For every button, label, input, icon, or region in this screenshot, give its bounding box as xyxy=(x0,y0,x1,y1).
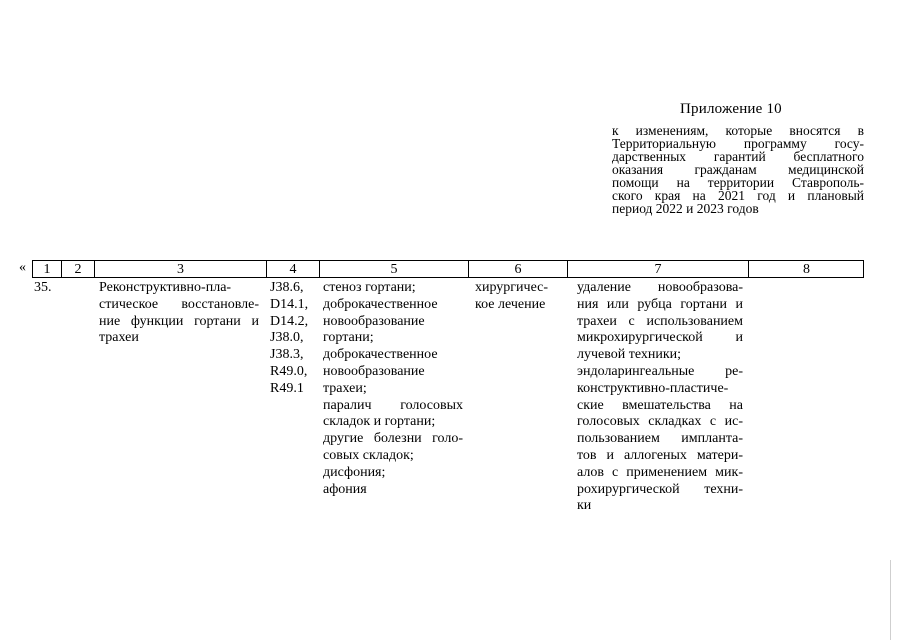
appendix-note xyxy=(612,124,864,215)
treatment-type-cell xyxy=(475,280,567,314)
cell-line: алов с применением мик- xyxy=(577,464,743,480)
opening-quote-mark: « xyxy=(19,260,26,275)
cell-line: пользованием импланта- xyxy=(577,431,743,447)
cell-line: хирургичес- xyxy=(475,280,549,295)
cell-line: новообразование xyxy=(323,313,425,329)
cell-line: удаление новообразова- xyxy=(577,280,743,295)
cell-line: дисфония; xyxy=(323,464,386,480)
cell-line: афония xyxy=(323,481,367,497)
cell-line: стическое восстановле- xyxy=(99,296,259,312)
icd-codes-cell xyxy=(270,280,316,398)
cell-line: ские вмешательства на xyxy=(577,397,743,413)
header-cell-3: 3 xyxy=(94,261,266,277)
appendix-note-line: Территориальную программу госу- xyxy=(612,136,864,151)
icd-code: D14.2, xyxy=(270,313,309,329)
cell-line: конструктивно-пластиче- xyxy=(577,380,729,396)
cell-line: ки xyxy=(577,498,592,514)
header-cell-7: 7 xyxy=(567,261,748,277)
appendix-note-line: дарственных гарантий бесплатного xyxy=(612,149,864,164)
header-cell-1: 1 xyxy=(43,262,51,277)
diagnosis-cell xyxy=(323,280,463,498)
icd-code: D14.1, xyxy=(270,296,309,312)
cell-line: новообразование xyxy=(323,363,425,379)
cell-line: ния или рубца гортани и xyxy=(577,296,743,312)
scan-edge-line xyxy=(890,560,891,640)
cell-line: паралич голосовых xyxy=(323,397,463,413)
cell-line: лучевой техники; xyxy=(577,347,682,363)
appendix-note-line: к изменениям, которые вносятся в xyxy=(612,123,864,138)
cell-line: доброкачественное xyxy=(323,347,438,363)
cell-line: Реконструктивно-пла- xyxy=(99,280,232,295)
appendix-note-line: ского края на 2021 год и плановый xyxy=(612,188,864,203)
cell-line: доброкачественное xyxy=(323,296,438,312)
cell-line: трахеи с использованием xyxy=(577,313,743,329)
appendix-note-line: помощи на территории Ставрополь- xyxy=(612,175,864,190)
appendix-note-line: оказания гражданам медицинской xyxy=(612,162,864,177)
cell-line: микрохирургической и xyxy=(577,330,743,346)
cell-line: голосовых складках с ис- xyxy=(577,414,743,430)
cell-line: совых складок; xyxy=(323,447,414,463)
header-cell-4: 4 xyxy=(266,261,319,277)
cell-line: тов и аллогеных матери- xyxy=(577,447,743,463)
cell-line: другие болезни голо- xyxy=(323,431,463,447)
cell-line: кое лечение xyxy=(475,296,546,312)
header-cell-6: 6 xyxy=(468,261,567,277)
treatment-profile-cell xyxy=(99,280,259,347)
icd-code: J38.6, xyxy=(270,280,304,295)
table-header-row xyxy=(32,260,864,278)
cell-line: рохирургической техни- xyxy=(577,481,743,497)
appendix-title: Приложение 10 xyxy=(680,101,782,117)
appendix-note-line: период 2022 и 2023 годов xyxy=(612,201,759,216)
row-number: 35. xyxy=(34,280,52,295)
header-cell-5: 5 xyxy=(319,261,468,277)
icd-code: J38.3, xyxy=(270,347,304,363)
header-cell-2: 2 xyxy=(61,261,94,277)
header-cell-8: 8 xyxy=(748,261,864,277)
cell-line: трахеи xyxy=(99,330,139,346)
cell-line: стеноз гортани; xyxy=(323,280,416,295)
icd-code: R49.1 xyxy=(270,380,304,396)
icd-code: R49.0, xyxy=(270,363,308,379)
cell-line: эндоларингеальные ре- xyxy=(577,363,743,379)
cell-line: ние функции гортани и xyxy=(99,313,259,329)
treatment-method-cell xyxy=(577,280,743,515)
icd-code: J38.0, xyxy=(270,330,304,346)
cell-line: гортани; xyxy=(323,330,374,346)
cell-line: трахеи; xyxy=(323,380,367,396)
cell-line: складок и гортани; xyxy=(323,414,436,430)
